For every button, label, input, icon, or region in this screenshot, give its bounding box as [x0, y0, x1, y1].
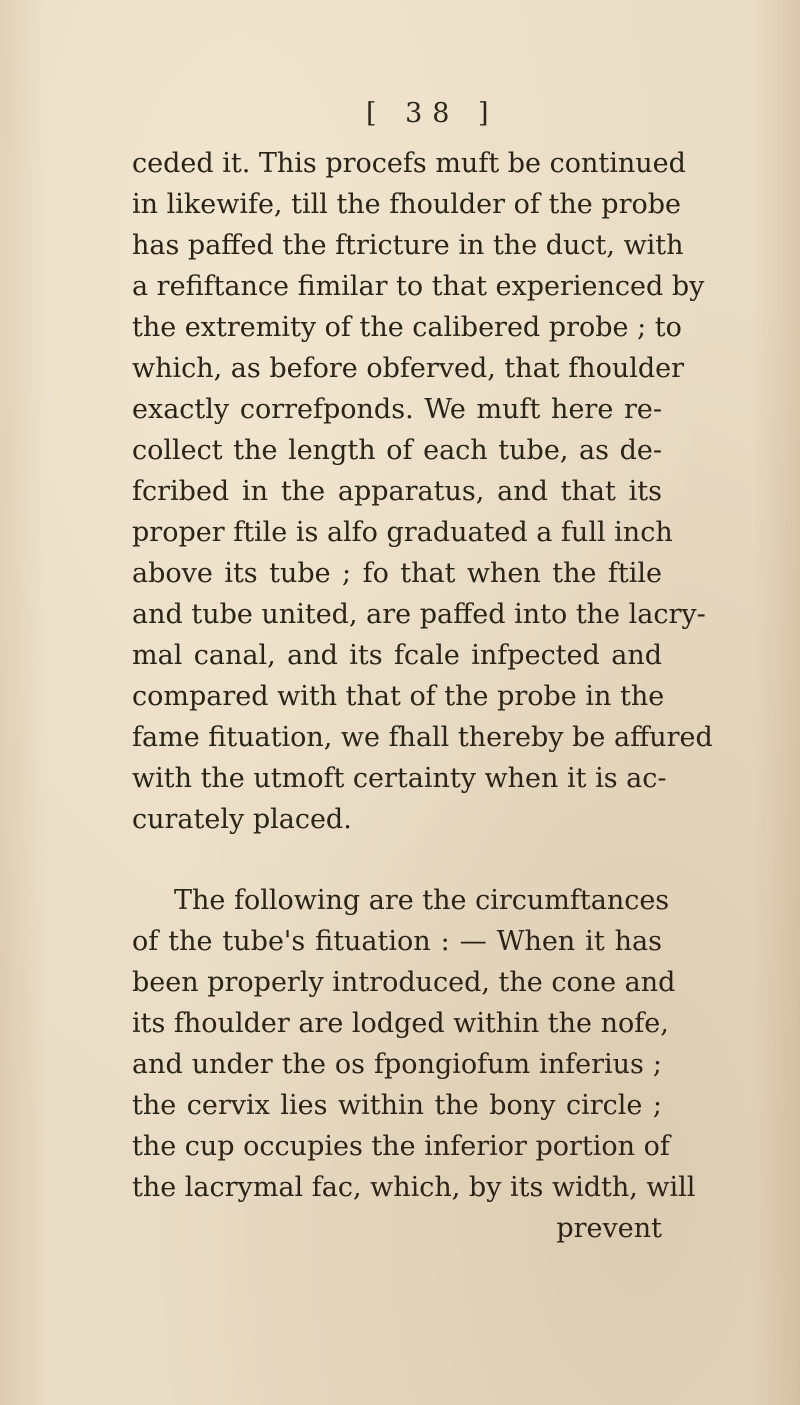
text-line: mal canal, and its fcale infpected and	[132, 640, 662, 671]
text-line: its fhoulder are lodged within the nofe,	[132, 1008, 669, 1039]
text-line: has paffed the ftricture in the duct, with	[132, 230, 684, 261]
text-line: fcribed in the apparatus, and that its	[132, 476, 662, 507]
text-line: the cervix lies within the bony circle ;	[132, 1090, 662, 1121]
text-line: a refiftance fimilar to that experienced by	[132, 271, 705, 302]
text-line: collect the length of each tube, as de-	[132, 435, 662, 466]
text-line: the cup occupies the inferior portion of	[132, 1131, 670, 1162]
text-line: and under the os fpongiofum inferius ;	[132, 1049, 662, 1080]
paragraph-1	[132, 143, 713, 840]
text-line: with the utmoft certainty when it is ac-	[132, 763, 667, 794]
text-line: which, as before obferved, that fhoulder	[132, 353, 685, 384]
paragraph-gap	[132, 840, 662, 880]
paragraph-2	[132, 880, 696, 1208]
text-line: ceded it. This procefs muft be continued	[132, 148, 686, 179]
text-line: proper ftile is alfo graduated a full inch	[132, 517, 673, 548]
text-line: compared with that of the probe in the	[132, 681, 665, 712]
catchword: prevent	[556, 1213, 662, 1244]
text-line: the extremity of the calibered probe ; to	[132, 312, 682, 343]
text-line: in likewife, till the fhoulder of the probe	[132, 189, 681, 220]
text-line: and tube united, are paffed into the lacry-	[132, 599, 706, 630]
text-line: been properly introduced, the cone and	[132, 967, 676, 998]
page-number: [ 38 ]	[366, 98, 499, 129]
text-line: above its tube ; fo that when the ftile	[132, 558, 662, 589]
text-line: The following are the circumftances	[174, 885, 670, 916]
text-line: the lacrymal fac, which, by its width, will	[132, 1172, 696, 1203]
text-line: exactly correfponds. We muft here re-	[132, 394, 662, 425]
body-text	[132, 143, 713, 1249]
text-line: of the tube's fituation : — When it has	[132, 926, 662, 957]
text-line: curately placed.	[132, 804, 352, 835]
text-line: fame fituation, we fhall thereby be affured	[132, 722, 713, 753]
